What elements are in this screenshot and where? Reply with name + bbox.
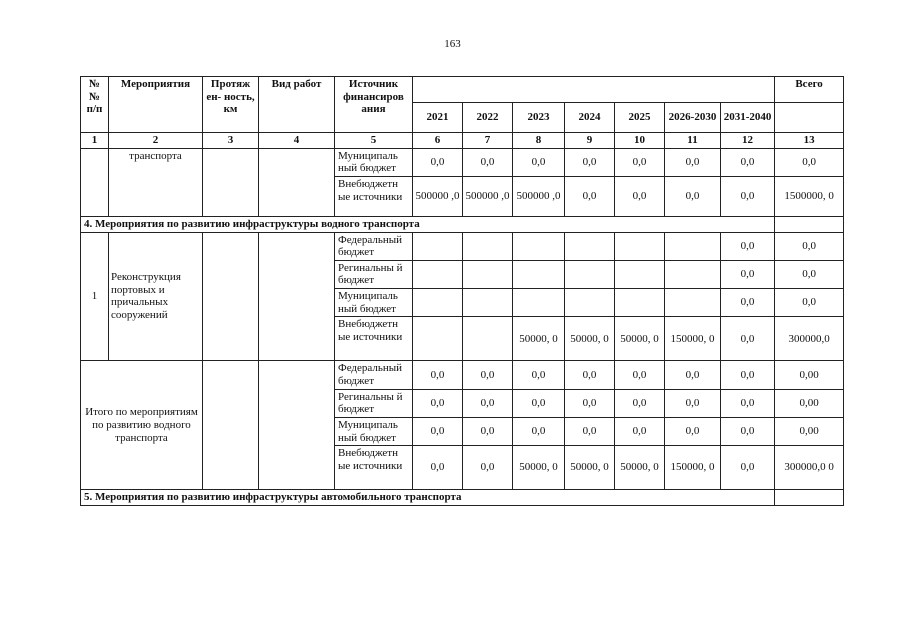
- column-number: 3: [203, 133, 259, 149]
- value-cell: 50000, 0: [615, 446, 665, 490]
- funding-source: Внебюджетн ые источники: [335, 176, 413, 216]
- value-cell: 0,0: [665, 417, 721, 445]
- total-cell: 0,00: [775, 389, 844, 417]
- total-cell: 300000,0 0: [775, 446, 844, 490]
- value-cell: [565, 289, 615, 317]
- value-cell: 0,0: [721, 361, 775, 389]
- value-cell: [413, 260, 463, 288]
- section-title: 5. Мероприятия по развитию инфраструктуры автомобильного транспорта: [81, 490, 775, 506]
- value-cell: 0,0: [721, 148, 775, 176]
- table-row: [81, 148, 844, 176]
- value-cell: 0,0: [565, 361, 615, 389]
- length-cell: [203, 232, 259, 361]
- header-num: № № п/п: [81, 77, 109, 133]
- funding-source: Внебюджетн ые источники: [335, 317, 413, 361]
- header-source: Источник финансиров ания: [335, 77, 413, 133]
- value-cell: 500000 ,0: [413, 176, 463, 216]
- value-cell: [615, 289, 665, 317]
- column-number: 11: [665, 133, 721, 149]
- value-cell: 0,0: [615, 361, 665, 389]
- value-cell: [615, 260, 665, 288]
- header-year: 2031-2040: [721, 103, 775, 133]
- work-type-cell: [259, 232, 335, 361]
- value-cell: 0,0: [413, 417, 463, 445]
- header-year: 2025: [615, 103, 665, 133]
- total-cell: 0,00: [775, 361, 844, 389]
- header-year: 2026-2030: [665, 103, 721, 133]
- value-cell: 0,0: [665, 361, 721, 389]
- section-title: 4. Мероприятия по развитию инфраструктуры водного транспорта: [81, 216, 775, 232]
- header-length: Протяж ен- ность, км: [203, 77, 259, 133]
- header-years-span: [413, 77, 775, 103]
- value-cell: [463, 260, 513, 288]
- value-cell: 500000 ,0: [463, 176, 513, 216]
- column-number: 7: [463, 133, 513, 149]
- funding-source: Муниципаль ный бюджет: [335, 289, 413, 317]
- value-cell: 50000, 0: [513, 317, 565, 361]
- value-cell: 0,0: [463, 417, 513, 445]
- value-cell: 0,0: [565, 417, 615, 445]
- column-number: 9: [565, 133, 615, 149]
- page-number: 163: [444, 38, 461, 50]
- header-event: Мероприятия: [109, 77, 203, 133]
- value-cell: 0,0: [665, 389, 721, 417]
- value-cell: 0,0: [565, 389, 615, 417]
- value-cell: 0,0: [721, 317, 775, 361]
- value-cell: 0,0: [721, 446, 775, 490]
- summary-label: Итого по мероприятиям по развитию водного транспорта: [81, 361, 203, 490]
- value-cell: [463, 289, 513, 317]
- item-number: 1: [81, 232, 109, 361]
- column-number: 12: [721, 133, 775, 149]
- total-cell: 300000,0: [775, 317, 844, 361]
- value-cell: 50000, 0: [513, 446, 565, 490]
- column-number: 5: [335, 133, 413, 149]
- value-cell: 150000, 0: [665, 446, 721, 490]
- value-cell: 0,0: [721, 232, 775, 260]
- funding-source: Внебюджетн ые источники: [335, 446, 413, 490]
- value-cell: 0,0: [721, 260, 775, 288]
- total-cell: 0,0: [775, 232, 844, 260]
- value-cell: 500000 ,0: [513, 176, 565, 216]
- column-number: 10: [615, 133, 665, 149]
- value-cell: 0,0: [721, 176, 775, 216]
- value-cell: 0,0: [615, 148, 665, 176]
- value-cell: 0,0: [463, 446, 513, 490]
- total-cell: 0,0: [775, 289, 844, 317]
- header-year: 2023: [513, 103, 565, 133]
- value-cell: [463, 317, 513, 361]
- value-cell: 0,0: [721, 389, 775, 417]
- value-cell: 50000, 0: [565, 317, 615, 361]
- value-cell: 0,0: [513, 361, 565, 389]
- value-cell: 0,0: [463, 389, 513, 417]
- value-cell: 0,0: [665, 148, 721, 176]
- section-row: [81, 216, 844, 232]
- table-row: [81, 232, 844, 260]
- event-name: Реконструкция портовых и причальных сооружений: [109, 232, 203, 361]
- value-cell: [413, 232, 463, 260]
- value-cell: [463, 232, 513, 260]
- total-cell: 0,0: [775, 148, 844, 176]
- header-year: 2021: [413, 103, 463, 133]
- value-cell: 150000, 0: [665, 317, 721, 361]
- value-cell: [665, 260, 721, 288]
- value-cell: [513, 260, 565, 288]
- column-number: 1: [81, 133, 109, 149]
- value-cell: [665, 232, 721, 260]
- section-row: [81, 490, 844, 506]
- column-number: 2: [109, 133, 203, 149]
- value-cell: [565, 232, 615, 260]
- financing-table: [80, 76, 844, 506]
- length-cell: [203, 148, 259, 216]
- value-cell: 0,0: [665, 176, 721, 216]
- table-row: [81, 361, 844, 389]
- value-cell: 0,0: [615, 389, 665, 417]
- value-cell: [413, 289, 463, 317]
- funding-source: Федеральный бюджет: [335, 232, 413, 260]
- section-total-empty: [775, 216, 844, 232]
- value-cell: 0,0: [721, 289, 775, 317]
- header-year: 2022: [463, 103, 513, 133]
- total-cell: 0,0: [775, 260, 844, 288]
- item-number: [81, 148, 109, 216]
- column-number: 13: [775, 133, 844, 149]
- value-cell: [513, 232, 565, 260]
- value-cell: 0,0: [463, 148, 513, 176]
- funding-source: Регинальны й бюджет: [335, 260, 413, 288]
- value-cell: 0,0: [413, 389, 463, 417]
- column-number: 6: [413, 133, 463, 149]
- header-total-empty: [775, 103, 844, 133]
- value-cell: 0,0: [413, 361, 463, 389]
- funding-source: Регинальны й бюджет: [335, 389, 413, 417]
- work-type-cell: [259, 148, 335, 216]
- header-year: 2024: [565, 103, 615, 133]
- header-total: Всего: [775, 77, 844, 103]
- value-cell: 0,0: [413, 446, 463, 490]
- total-cell: 1500000, 0: [775, 176, 844, 216]
- value-cell: [665, 289, 721, 317]
- value-cell: 0,0: [513, 417, 565, 445]
- value-cell: 50000, 0: [615, 317, 665, 361]
- total-cell: 0,00: [775, 417, 844, 445]
- value-cell: 0,0: [721, 417, 775, 445]
- funding-source: Муниципаль ный бюджет: [335, 417, 413, 445]
- value-cell: [565, 260, 615, 288]
- value-cell: 0,0: [463, 361, 513, 389]
- value-cell: 0,0: [513, 389, 565, 417]
- value-cell: 0,0: [413, 148, 463, 176]
- funding-source: Федеральный бюджет: [335, 361, 413, 389]
- value-cell: 0,0: [565, 148, 615, 176]
- value-cell: [513, 289, 565, 317]
- value-cell: 50000, 0: [565, 446, 615, 490]
- event-name: транспорта: [109, 148, 203, 216]
- column-number: 8: [513, 133, 565, 149]
- value-cell: 0,0: [615, 417, 665, 445]
- column-number: 4: [259, 133, 335, 149]
- value-cell: 0,0: [513, 148, 565, 176]
- value-cell: [615, 232, 665, 260]
- header-work-type: Вид работ: [259, 77, 335, 133]
- work-type-cell: [259, 361, 335, 490]
- funding-source: Муниципаль ный бюджет: [335, 148, 413, 176]
- section-total-empty: [775, 490, 844, 506]
- value-cell: 0,0: [615, 176, 665, 216]
- value-cell: 0,0: [565, 176, 615, 216]
- length-cell: [203, 361, 259, 490]
- value-cell: [413, 317, 463, 361]
